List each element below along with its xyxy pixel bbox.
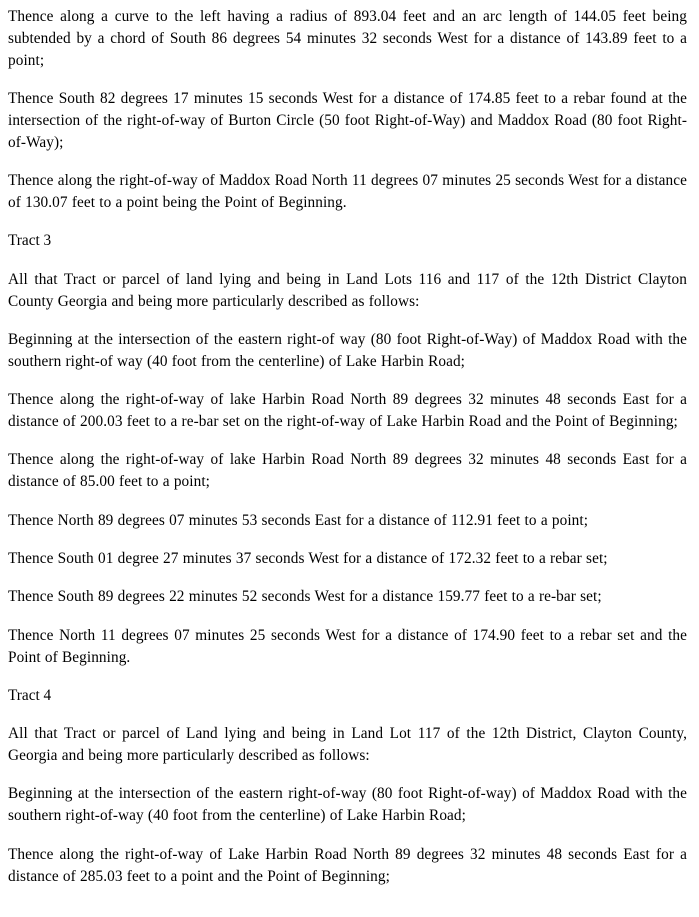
paragraph-south-89-22-52: Thence South 89 degrees 22 minutes 52 seconds West for a distance 159.77 feet to a re-bar set; (8, 588, 602, 606)
paragraph-maddox-road-north-11: Thence along the right-of-way of Maddox Road North 11 degrees 07 minutes 25 seconds West for a distance of 130.07 feet to a point being the Point of Beginning. (8, 172, 687, 212)
heading-tract-3: Tract 3 (8, 232, 52, 250)
paragraph-tract4-description: All that Tract or parcel of Land lying and being in Land Lot 117 of the 12th District, Clayton County, Georgia and being more particularly described as follows: (8, 725, 687, 765)
paragraph-lake-harbin-285: Thence along the right-of-way of Lake Harbin Road North 89 degrees 32 minutes 48 seconds East for a distance of 285.03 feet to a point and the Point of Beginning; (8, 845, 687, 885)
paragraph-tract3-description: All that Tract or parcel of land lying and being in Land Lots 116 and 117 of the 12th District Clayton County Georgia and being more particularly described as follows: (8, 270, 687, 310)
paragraph-north-89-07-53: Thence North 89 degrees 07 minutes 53 seconds East for a distance of 112.91 feet to a point; (8, 511, 589, 529)
paragraph-tract4-beginning: Beginning at the intersection of the eastern right-of-way (80 foot Right-of-way) of Maddox Road with the southern right-of-way (40 foot from the centerline) of Lake Harbin Road; (8, 785, 687, 825)
paragraph-south-01-27-37: Thence South 01 degree 27 minutes 37 seconds West for a distance of 172.32 feet to a rebar set; (8, 549, 608, 567)
paragraph-curve-left: Thence along a curve to the left having a radius of 893.04 feet and an arc length of 144.05 feet being subtended by a chord of South 86 degrees 54 minutes 32 seconds West for a distance of 143.89 feet to a point; (8, 8, 687, 69)
paragraph-north-11-07-25: Thence North 11 degrees 07 minutes 25 seconds West for a distance of 174.90 feet to a rebar set and the Point of Beginning. (8, 626, 687, 666)
paragraph-lake-harbin-85: Thence along the right-of-way of lake Harbin Road North 89 degrees 32 minutes 48 seconds East for a distance of 85.00 feet to a point; (8, 451, 687, 491)
paragraph-tract3-beginning: Beginning at the intersection of the eastern right-of way (80 foot Right-of-Way) of Maddox Road with the southern right-of way (40 foot from the centerline) of Lake Harbin Road; (8, 330, 687, 370)
paragraph-lake-harbin-200: Thence along the right-of-way of lake Harbin Road North 89 degrees 32 minutes 48 seconds East for a distance of 200.03 feet to a re-bar set on the right-of-way of Lake Harbin Road and the Point of Beginning; (8, 391, 687, 431)
paragraph-south-82: Thence South 82 degrees 17 minutes 15 seconds West for a distance of 174.85 feet to a rebar found at the intersection of the right-of-way of Burton Circle (50 foot Right-of-Way) and Maddox Road (80 foot Right-of-Way); (8, 90, 687, 151)
heading-tract-4: Tract 4 (8, 686, 52, 704)
